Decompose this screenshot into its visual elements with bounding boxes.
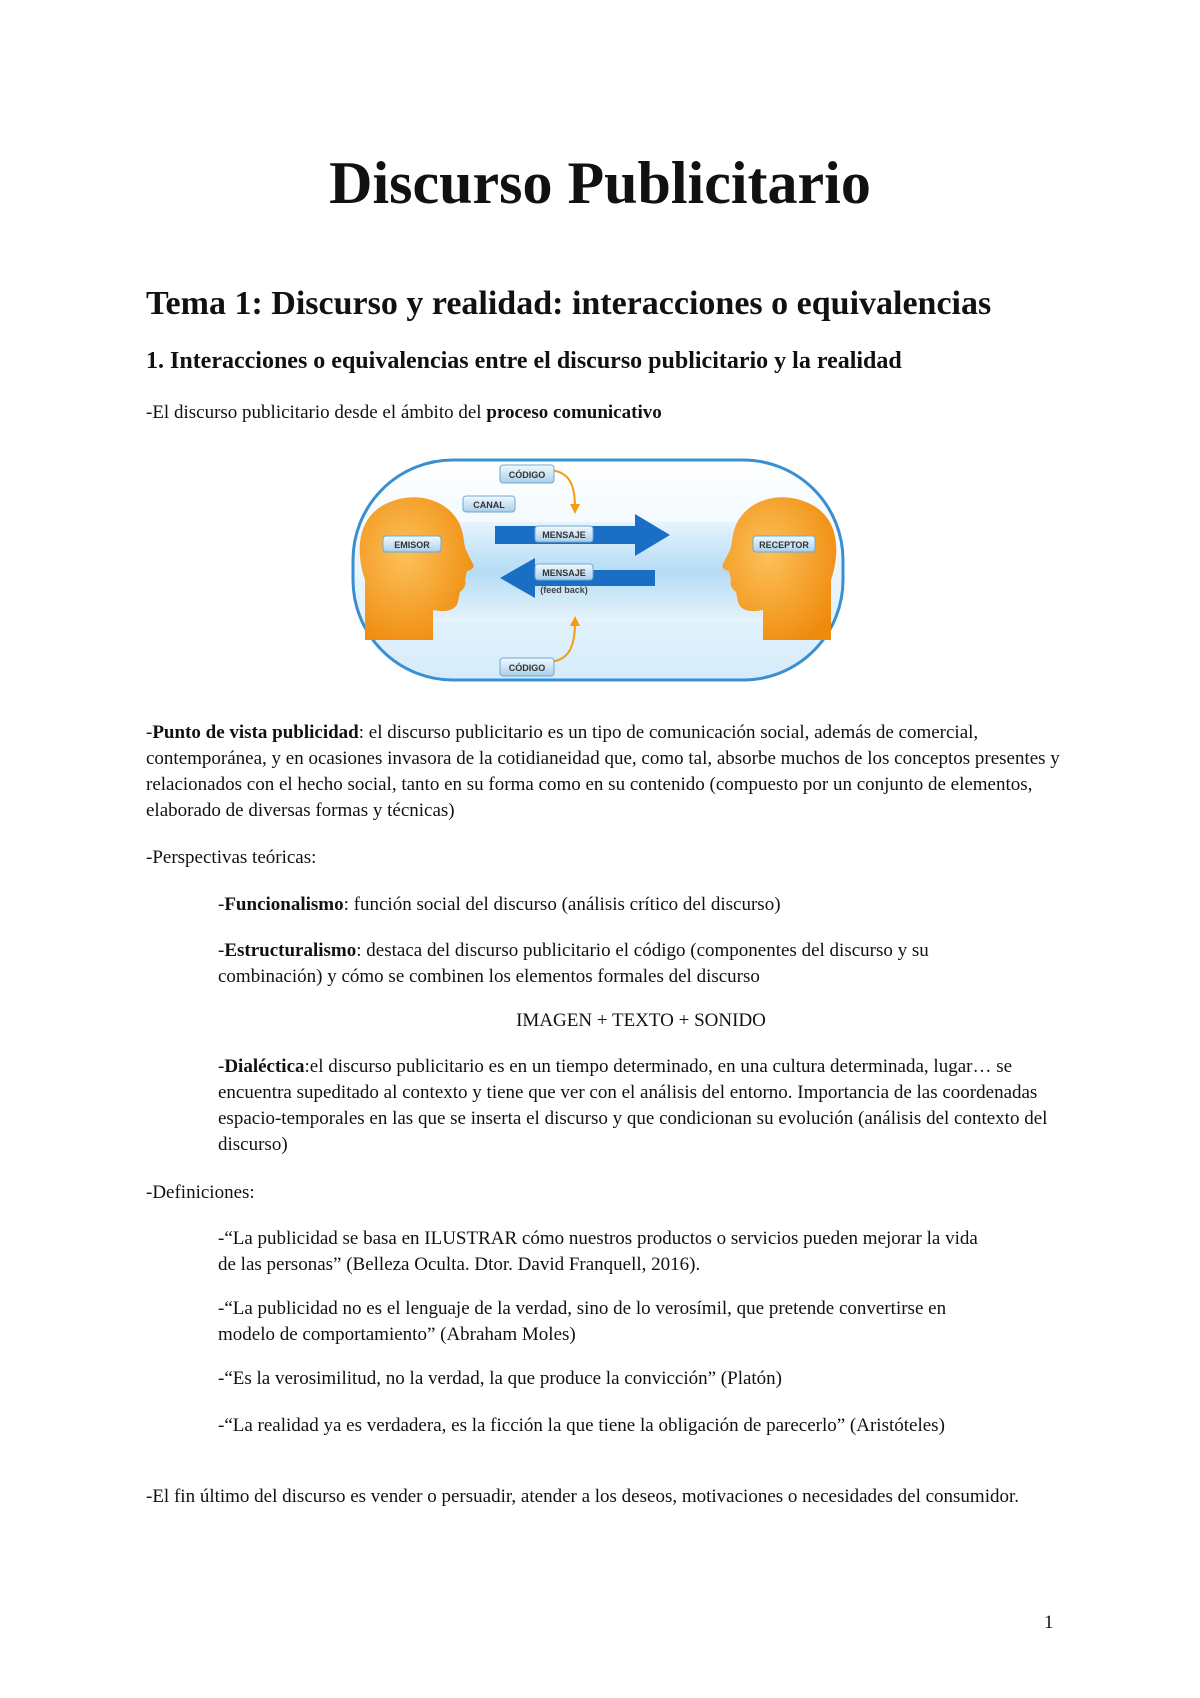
dialectica-text: :el discurso publicitario es en un tiempo determinado, en una cultura determinada, lugar… se encuentra supeditado al contexto y tiene que ver con el análisis del entorno. Importancia de las coordenadas espacio-temporales en las que se inserta el discurso y que condicionan su evolución (análisis del contexto del discurso) [218,1056,1048,1155]
estructuralismo-paragraph [218,938,978,990]
funcionalismo-bold: Funcionalismo [224,894,344,915]
conclusion-paragraph: -El fin último del discurso es vender o persuadir, atender a los deseos, motivaciones o necesidades del consumidor. [146,1486,1020,1507]
label-feedback: (feed back) [540,585,588,595]
intro-bold: proceso comunicativo [486,402,662,423]
funcionalismo-text: : función social del discurso (análisis crítico del discurso) [343,894,781,915]
label-canal: CANAL [473,500,505,510]
quote-3: -“Es la verosimilitud, no la verdad, la que produce la convicción” (Platón) [218,1368,783,1389]
dialectica-bold: Dialéctica [224,1056,305,1077]
punto-de-vista-paragraph: -Punto de vista publicidad: el discurso publicitario es un tipo de comunicación social, además de comercial, contemporánea, y en ocasiones invasora de la cotidianeidad que, como tal, absorbe muchos de los conceptos presentes y relacionados con el hecho social, tanto en su forma como en su contenido (compuesto por un conjunto de elementos, elaborado de diversas formas y técnicas) [146,722,1060,821]
label-emisor: EMISOR [394,540,430,550]
label-codigo-top: CÓDIGO [508,470,546,480]
document-title: Discurso Publicitario [329,150,871,216]
dialectica-paragraph [218,1054,1078,1158]
communication-diagram [345,440,865,700]
communication-diagram-svg [345,440,865,700]
dialectica-prefix: - [218,1056,225,1077]
quote-4: -“La realidad ya es verdadera, es la ficción la que tiene la obligación de parecerlo” (Aristóteles) [218,1415,945,1436]
perspectivas-label: -Perspectivas teóricas: [146,847,317,868]
estructuralismo-bold: Estructuralismo [224,940,357,961]
heading-section-1: 1. Interacciones o equivalencias entre el discurso publicitario y la realidad [146,348,902,374]
punto-de-vista-text: : el discurso publicitario es un tipo de comunicación social, además de comercial, contemporánea, y en ocasiones invasora de la cotidianeidad que, como tal, absorbe muchos de los conceptos presentes y relacionados con el hecho social, tanto en su forma como en su contenido (compuesto por un conjunto de elementos, elaborado de diversas formas y técnicas) [146,722,1060,821]
quote-2: -“La publicidad no es el lenguaje de la verdad, sino de lo verosímil, que pretende convertirse en modelo de comportamiento” (Abraham Moles) [218,1298,947,1345]
intro-paragraph [146,400,1076,426]
label-mensaje: MENSAJE [542,530,586,540]
funcionalismo-prefix: - [218,894,225,915]
label-codigo-bottom: CÓDIGO [508,663,546,673]
intro-prefix: -El discurso publicitario desde el ámbito del [146,402,487,423]
quote-1: -“La publicidad se basa en ILUSTRAR cómo nuestros productos o servicios pueden mejorar la vida de las personas” (Belleza Oculta. Dtor. David Franquell, 2016). [218,1228,978,1275]
label-receptor: RECEPTOR [759,540,809,550]
label-mensaje-feedback: MENSAJE [542,568,586,578]
funcionalismo-paragraph [218,892,1078,918]
heading-tema-1: Tema 1: Discurso y realidad: interacciones o equivalencias [146,285,992,322]
page-number: 1 [1044,1612,1054,1633]
estructuralismo-text: : destaca del discurso publicitario el código (componentes del discurso y su combinación) y cómo se combinen los elementos formales del discurso [218,940,929,987]
punto-de-vista-bold: Punto de vista publicidad [152,722,359,743]
estructuralismo-prefix: - [218,940,225,961]
formula-line: IMAGEN + TEXTO + SONIDO [516,1010,766,1031]
definiciones-label: -Definiciones: [146,1182,255,1203]
